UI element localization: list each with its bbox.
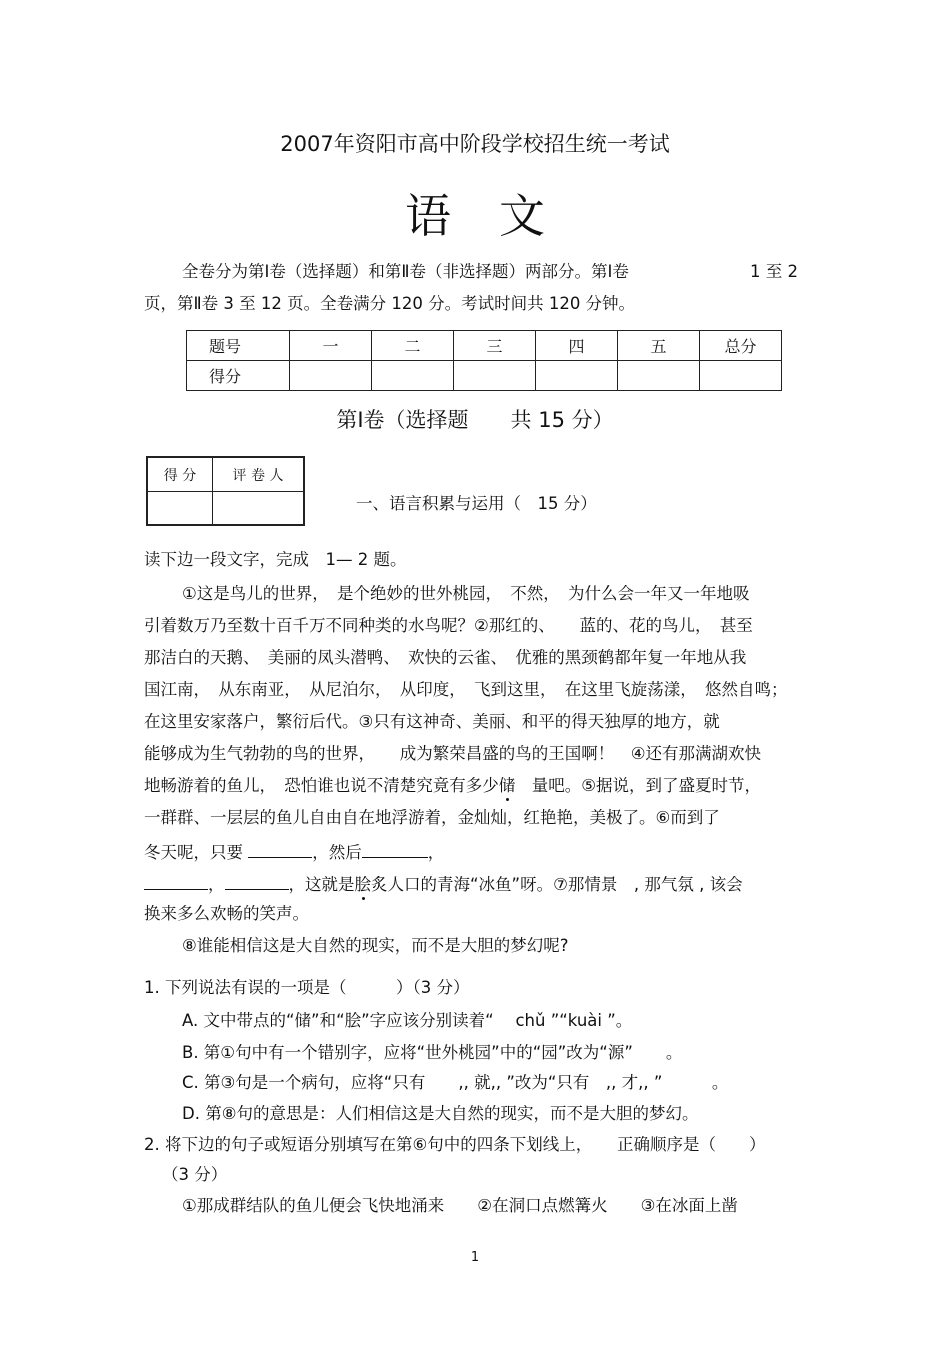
passage-line: 在这里安家落户，繁衍后代。③只有这神奇、美丽、和平的得天独厚的地方，就 (144, 712, 720, 731)
score-table-score-row (187, 361, 782, 391)
volume-1-title: 第Ⅰ卷（选择题 共 15 分） (336, 408, 614, 432)
score-table (186, 330, 782, 391)
intro-line-1: 全卷分为第Ⅰ卷（选择题）和第Ⅱ卷（非选择题）两部分。第Ⅰ卷 (182, 262, 629, 281)
dotted-char-chu: 储 (498, 776, 516, 795)
passage-line: 国江南， 从东南亚， 从尼泊尔， 从印度， 飞到这里， 在这里飞旋荡漾， 悠然自鸣； (144, 680, 788, 699)
passage-line: ①这是鸟儿的世界， 是个绝妙的世外桃园， 不然， 为什么会一年又一年地吸 (182, 584, 750, 603)
passage-line (144, 776, 761, 796)
page-number: 1 (470, 1250, 480, 1265)
score-header-cell: 二 (372, 331, 454, 361)
grader-box (146, 456, 305, 526)
score-header-cell: 四 (536, 331, 618, 361)
reading-instruction: 读下边一段文字，完成 1— 2 题。 (144, 550, 407, 569)
question-1-option-d[interactable]: D. 第⑧句的意思是：人们相信这是大自然的现实，而不是大胆的梦幻。 (182, 1104, 699, 1123)
section-1-title: 一、语言积累与运用（ 15 分） (356, 494, 597, 513)
score-input-cell[interactable] (700, 361, 782, 391)
passage-line: 能够成为生气勃勃的鸟的世界， 成为繁荣昌盛的鸟的王国啊！ ④还有那满湖欢快 (144, 744, 762, 763)
grader-name-cell[interactable] (213, 492, 305, 526)
fill-blank-2[interactable] (362, 841, 428, 858)
question-2-options: ①那成群结队的鱼儿便会飞快地涌来 ②在洞口点燃篝火 ③在冰面上凿 (182, 1196, 738, 1215)
score-header-cell: 三 (454, 331, 536, 361)
score-table-header-row (187, 331, 782, 361)
passage-line (144, 873, 743, 895)
grader-score-label: 得 分 (147, 457, 213, 492)
question-2-stem: 2. 将下边的句子或短语分别填写在第⑥句中的四条下划线上， 正确顺序是（ ） (144, 1135, 766, 1154)
score-header-cell: 题号 (187, 331, 290, 361)
passage-line (144, 841, 444, 863)
fill-blank-3[interactable] (144, 873, 208, 890)
grader-score-cell[interactable] (147, 492, 213, 526)
question-2-points: （3 分） (162, 1165, 228, 1184)
passage-text: 冬天呢，只要 (144, 843, 243, 862)
fill-blank-4[interactable] (225, 873, 289, 890)
passage-line: 换来多么欢畅的笑声。 (144, 904, 309, 923)
score-input-cell[interactable] (536, 361, 618, 391)
score-input-cell[interactable] (290, 361, 372, 391)
dotted-char-kuai: 脍 (354, 875, 371, 894)
score-input-cell[interactable] (454, 361, 536, 391)
passage-text: 地畅游着的鱼儿， 恐怕谁也说不清楚究竟有多少 (144, 776, 499, 795)
passage-line: 引着数万乃至数十百千万不同种类的水鸟呢？②那红的、 蓝的、花的鸟儿， 甚至 (144, 616, 753, 635)
passage-text: ， (208, 875, 225, 894)
intro-line-1-pages: 1 至 2 (750, 262, 798, 281)
passage-line: 一群群、一层层的鱼儿自由自在地浮游着，金灿灿，红艳艳，美极了。⑥而到了 (144, 808, 720, 827)
passage-text: 炙人口的青海“冰鱼”呀。⑦那情景 , 那气氛 , 该会 (371, 875, 743, 894)
passage-line: 那洁白的天鹅、 美丽的凤头潜鸭、 欢快的云雀、 优雅的黑颈鹤都年复一年地从我 (144, 648, 747, 667)
question-1-option-a[interactable]: A. 文中带点的“储”和“脍”字应该分别读着“ chǔ ”“kuài ”。 (182, 1011, 633, 1030)
score-row-label: 得分 (187, 361, 290, 391)
passage-text: ，然后 (312, 843, 362, 862)
passage-text: 量吧。⑤据说，到了盛夏时节， (515, 776, 762, 795)
fill-blank-1[interactable] (248, 841, 312, 858)
score-header-cell: 一 (290, 331, 372, 361)
score-header-cell: 总分 (700, 331, 782, 361)
question-1-option-b[interactable]: B. 第①句中有一个错别字，应将“世外桃园”中的“园”改为“源” 。 (182, 1043, 683, 1062)
subject-title: 语文 (405, 189, 593, 243)
question-1-option-c[interactable]: C. 第③句是一个病句，应将“只有 ,, 就,, ”改为“只有 ,, 才,, ” 。 (182, 1073, 729, 1092)
intro-line-2: 页，第Ⅱ卷 3 至 12 页。全卷满分 120 分。考试时间共 120 分钟。 (144, 294, 636, 313)
score-input-cell[interactable] (372, 361, 454, 391)
grader-name-label: 评 卷 人 (213, 457, 305, 492)
passage-text: ， (427, 843, 445, 862)
passage-line: ⑧谁能相信这是大自然的现实，而不是大胆的梦幻呢? (182, 936, 569, 955)
passage-text: ，这就是 (288, 875, 355, 894)
question-1-stem: 1. 下列说法有误的一项是（ ）（3 分） (144, 978, 470, 997)
score-input-cell[interactable] (618, 361, 700, 391)
exam-title: 2007年资阳市高中阶段学校招生统一考试 (280, 132, 670, 156)
score-header-cell: 五 (618, 331, 700, 361)
